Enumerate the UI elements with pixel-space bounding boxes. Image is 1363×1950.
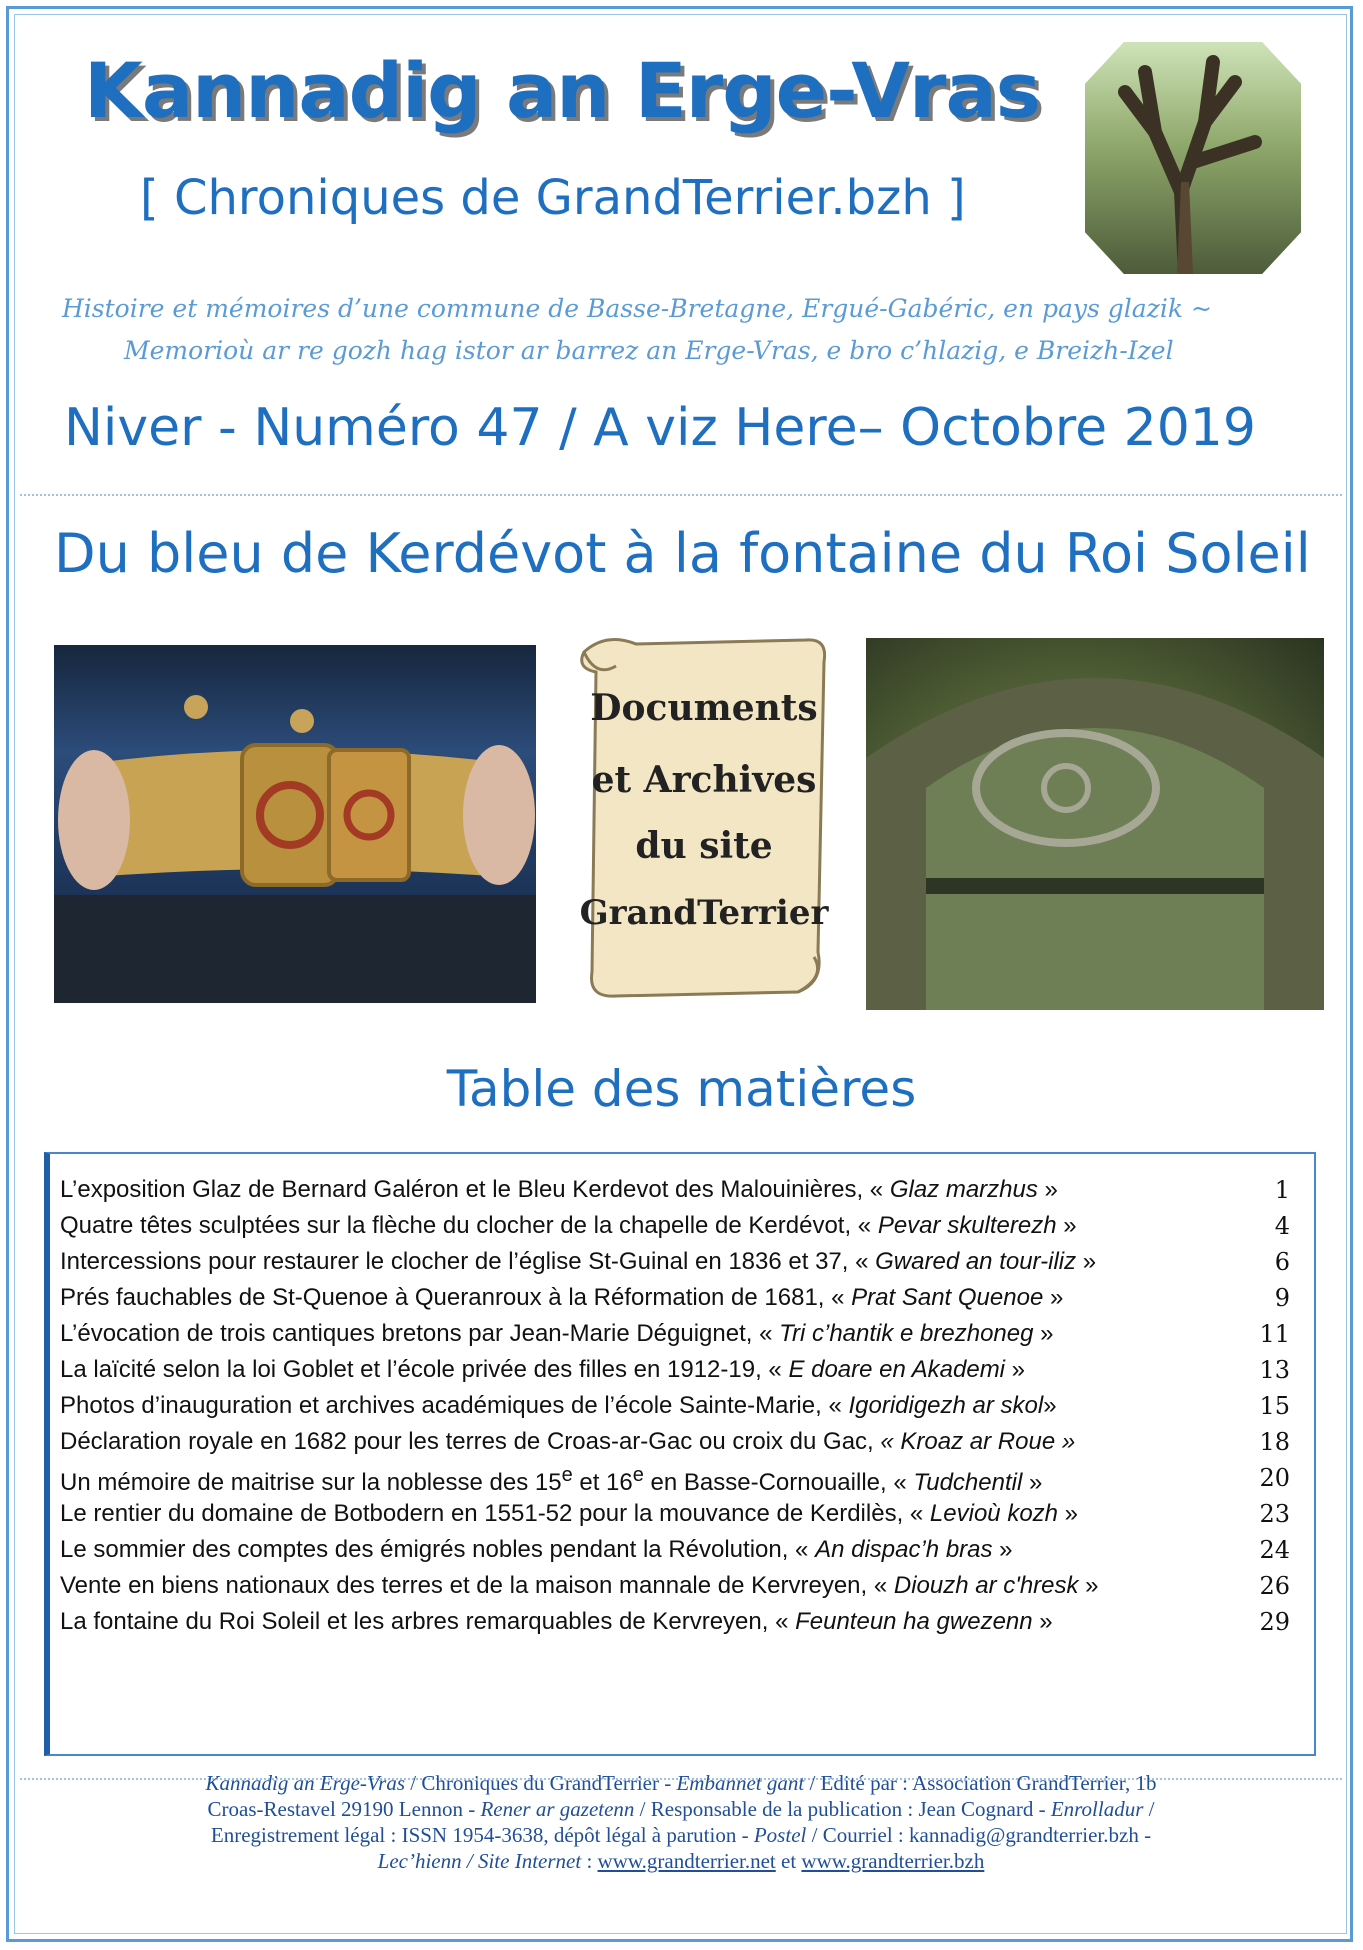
toc-entry-title xyxy=(60,1320,1053,1348)
toc-entry-breton-title: Igoridigezh ar skol xyxy=(848,1392,1044,1419)
toc-page-number: 26 xyxy=(1259,1572,1290,1600)
tree-photo xyxy=(1085,42,1301,274)
toc-page-number: 29 xyxy=(1259,1608,1290,1636)
toc-entry-quote: » xyxy=(1056,1212,1077,1239)
footer-email: / Courriel : kannadig@grandterrier.bzh - xyxy=(806,1823,1152,1847)
toc-entry-breton-title: E doare en Akademi xyxy=(788,1356,1006,1383)
footer-text: et xyxy=(775,1849,802,1873)
scroll-line-4: GrandTerrier xyxy=(579,893,829,933)
toc-entry-quote: » xyxy=(1022,1469,1043,1496)
toc-entry-quote: » xyxy=(1005,1356,1026,1383)
footer-line-4 xyxy=(70,1848,1292,1874)
toc-entry-text: Un mémoire de maitrise sur la noblesse des 15 xyxy=(60,1469,562,1496)
toc-entry-text: La laïcité selon la loi Goblet et l’école privée des filles en 1912-19, « xyxy=(60,1356,789,1383)
masthead-subtitle: [ Chroniques de GrandTerrier.bzh ] xyxy=(140,170,966,226)
toc-page-number: 23 xyxy=(1259,1500,1290,1528)
toc-entry-text: Prés fauchables de St-Quenoe à Queranroux à la Réformation de 1681, « xyxy=(60,1284,852,1311)
toc-superscript: e xyxy=(632,1464,644,1486)
footer-breton-term: Rener ar gazetenn xyxy=(480,1797,635,1821)
toc-page-number: 13 xyxy=(1259,1356,1290,1384)
toc-entry-title xyxy=(60,1248,1096,1276)
toc-entry-text: L’évocation de trois cantiques bretons par Jean-Marie Déguignet, « xyxy=(60,1320,780,1347)
toc-entry-title xyxy=(60,1428,1075,1456)
footer-breton-term: Postel xyxy=(753,1823,807,1847)
toc-entry-quote: » xyxy=(1032,1608,1053,1635)
toc-entry-title xyxy=(60,1212,1077,1240)
toc-entry-quote: » xyxy=(992,1536,1013,1563)
link-grandterrier-net[interactable]: www.grandterrier.net xyxy=(597,1849,776,1873)
toc-entry-text: L’exposition Glaz de Bernard Galéron et le Bleu Kerdevot des Malouinières, « xyxy=(60,1176,890,1203)
toc-entry-text: Le rentier du domaine de Botbodern en 1551-52 pour la mouvance de Kerdilès, « xyxy=(60,1500,930,1527)
toc-entry-text: Intercessions pour restaurer le clocher de l’église St-Guinal en 1836 et 37, « xyxy=(60,1248,876,1275)
belt-buckle-photo xyxy=(54,645,536,1003)
footer-text: Enregistrement légal : ISSN 1954-3638, dépôt légal à parution - xyxy=(210,1823,754,1847)
scroll-illustration xyxy=(566,632,841,1004)
toc-entry-text: Déclaration royale en 1682 pour les terres de Croas-ar-Gac ou croix du Gac, xyxy=(60,1428,881,1455)
toc-entry-breton-title: Glaz marzhus xyxy=(889,1176,1038,1203)
toc-page-number: 6 xyxy=(1274,1248,1290,1276)
toc-page-number: 11 xyxy=(1259,1320,1290,1348)
headline: Du bleu de Kerdévot à la fontaine du Roi Soleil xyxy=(54,522,1311,585)
toc-entry-text: Vente en biens nationaux des terres et de la maison mannale de Kervreyen, « xyxy=(60,1572,894,1599)
toc-page-number: 20 xyxy=(1259,1464,1290,1492)
toc-entry-title xyxy=(60,1572,1099,1600)
toc-entry-breton-title: Pevar skulterezh xyxy=(877,1212,1057,1239)
link-grandterrier-bzh[interactable]: www.grandterrier.bzh xyxy=(801,1849,985,1873)
belt-illustration xyxy=(54,645,536,1003)
toc-entry-title xyxy=(60,1356,1025,1384)
footer-journal-name: Kannadig an Erge-Vras xyxy=(205,1771,406,1795)
toc-entry-text: Le sommier des comptes des émigrés nobles pendant la Révolution, « xyxy=(60,1536,816,1563)
tagline-french: Histoire et mémoires d’une commune de Basse-Bretagne, Ergué-Gabéric, en pays glazik ~ xyxy=(62,294,1212,323)
toc-entry-text: en Basse-Cornouaille, « xyxy=(643,1469,914,1496)
toc-entry-breton-title: An dispac’h bras xyxy=(815,1536,993,1563)
footer-breton-term: Enrolladur xyxy=(1050,1797,1144,1821)
tagline-breton: Memorioù ar re gozh hag istor ar barrez an Erge-Vras, e bro c’hlazig, e Breizh-Izel xyxy=(124,336,1174,365)
toc-entry-text: Quatre têtes sculptées sur la flèche du clocher de la chapelle de Kerdévot, « xyxy=(60,1212,878,1239)
scroll-line-2: et Archives xyxy=(591,759,817,801)
toc-page-number: 15 xyxy=(1259,1392,1290,1420)
toc-entry-quote: » xyxy=(1078,1572,1099,1599)
toc-entry-text: Photos d’inauguration et archives académiques de l’école Sainte-Marie, « xyxy=(60,1392,849,1419)
toc-page-number: 4 xyxy=(1274,1212,1290,1240)
scroll-line-3: du site xyxy=(635,825,773,867)
toc-page-number: 24 xyxy=(1259,1536,1290,1564)
toc-entry-quote: » xyxy=(1076,1248,1097,1275)
toc-entry-title xyxy=(60,1608,1053,1636)
toc-entry-breton-title: Levioù kozh xyxy=(929,1500,1059,1527)
toc-page-number: 9 xyxy=(1274,1284,1290,1312)
toc-entry-breton-title: « Kroaz ar Roue » xyxy=(880,1428,1076,1455)
toc-entry-text: La fontaine du Roi Soleil et les arbres remarquables de Kervreyen, « xyxy=(60,1608,796,1635)
scroll-line-1: Documents xyxy=(590,687,818,729)
fountain-stone-photo xyxy=(866,638,1324,1010)
toc-entry-title xyxy=(60,1392,1057,1420)
toc-entry-text: et 16 xyxy=(572,1469,633,1496)
footer-text: / Edité par : Association GrandTerrier, 1b xyxy=(804,1771,1157,1795)
footer-breton-term: Lec’hienn / Site Internet xyxy=(377,1849,582,1873)
toc-entry-quote: » xyxy=(1043,1392,1057,1419)
footer-text: Croas-Restavel 29190 Lennon - xyxy=(207,1797,481,1821)
footer-line-3 xyxy=(70,1822,1292,1848)
divider-top xyxy=(20,494,1342,496)
toc-entry-breton-title: Diouzh ar c'hresk xyxy=(893,1572,1079,1599)
toc-entry-breton-title: Gwared an tour-iliz xyxy=(875,1248,1077,1275)
footer-breton-term: Embannet gant xyxy=(676,1771,805,1795)
toc-entry-breton-title: Tri c’hantik e brezhoneg xyxy=(779,1320,1034,1347)
footer-line-2 xyxy=(70,1796,1292,1822)
toc-page-number: 1 xyxy=(1274,1176,1290,1204)
toc-entry-title xyxy=(60,1500,1078,1528)
toc-entry-breton-title: Feunteun ha gwezenn xyxy=(795,1608,1033,1635)
footer-text: / Responsable de la publication : Jean Cognard - xyxy=(634,1797,1051,1821)
footer-text: / xyxy=(1143,1797,1155,1821)
toc-title: Table des matières xyxy=(446,1060,917,1118)
masthead-title: Kannadig an Erge-Vras xyxy=(84,46,1041,135)
fountain-illustration xyxy=(866,638,1324,1010)
toc-entry[interactable] xyxy=(60,1600,1290,1644)
footer-colophon xyxy=(70,1770,1292,1874)
toc-entry-quote: » xyxy=(1037,1176,1058,1203)
toc-entry-breton-title: Tudchentil xyxy=(913,1469,1023,1496)
toc-entry-quote: » xyxy=(1058,1500,1079,1527)
documents-archives-scroll xyxy=(566,632,841,1004)
tree-illustration xyxy=(1085,42,1301,274)
toc-page-number: 18 xyxy=(1259,1428,1290,1456)
toc-entry-title xyxy=(60,1284,1063,1312)
issue-line: Niver - Numéro 47 / A viz Here– Octobre 2019 xyxy=(64,398,1256,458)
toc-entry-title xyxy=(60,1176,1058,1204)
toc-entry-breton-title: Prat Sant Quenoe xyxy=(851,1284,1044,1311)
footer-text: / Chroniques du GrandTerrier - xyxy=(405,1771,677,1795)
toc-entry-quote: » xyxy=(1033,1320,1054,1347)
footer-text: : xyxy=(581,1849,598,1873)
footer-line-1 xyxy=(70,1770,1292,1796)
toc-superscript: e xyxy=(561,1464,573,1486)
toc-entry-title xyxy=(60,1536,1013,1564)
toc-entry-quote: » xyxy=(1043,1284,1064,1311)
